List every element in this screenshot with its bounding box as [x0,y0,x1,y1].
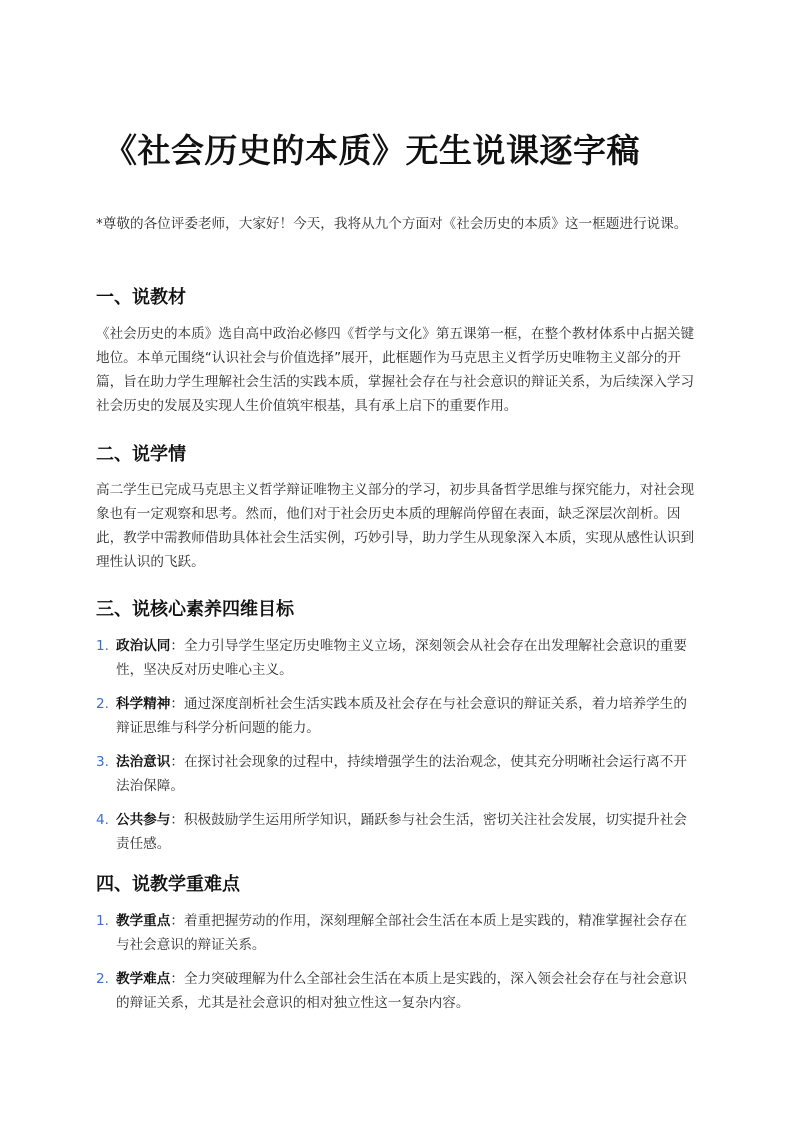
list-item [96,808,696,856]
section-heading-key-points: 四、说教学重难点 [96,874,240,895]
list-number: 1. [96,638,109,654]
list-item-label: 教学重点 [116,913,171,929]
section-heading-textbook: 一、说教材 [96,287,186,308]
list-item-label: 法治意识 [116,754,171,770]
list-number: 1. [96,913,109,929]
list-item-text: 通过深度剖析社会生活实践本质及社会存在与社会意识的辩证关系，着力培养学生的辩证思维与科学分析问题的能力。 [116,696,687,736]
list-item-text: 全力突破理解为什么全部社会生活在本质上是实践的，深入领会社会存在与社会意识的辩证关系，尤其是社会意识的相对独立性这一复杂内容。 [116,971,687,1011]
list-item-label: 政治认同 [116,638,171,654]
section-heading-objectives: 三、说核心素养四维目标 [96,599,294,620]
list-item [96,750,696,798]
list-item-text: 积极鼓励学生运用所学知识，踊跃参与社会生活，密切关注社会发展，切实提升社会责任感。 [116,812,687,852]
list-item-separator: ： [170,812,184,828]
section-heading-students: 二、说学情 [96,444,186,465]
list-item-separator: ： [170,638,184,654]
list-item [96,909,696,957]
list-number: 3. [96,754,109,770]
list-item [96,692,696,740]
section-body-textbook: 《社会历史的本质》选自高中政治必修四《哲学与文化》第五课第一框，在整个教材体系中占据关键地位。本单元围绕“认识社会与价值选择”展开，此框题作为马克思主义哲学历史唯物主义部分的开篇，旨在助力学生理解社会生活的实践本质，掌握社会存在与社会意识的辩证关系，为后续深入学习社会历史的发展及实现人生价值筑牢根基，具有承上启下的重要作用。 [96,326,695,414]
list-item [96,967,696,1015]
list-item-separator: ： [170,696,184,712]
list-item-label: 教学难点 [116,971,171,987]
list-item-label: 科学精神 [116,696,171,712]
list-item-label: 公共参与 [116,812,171,828]
list-item [96,634,696,682]
list-item-text: 在探讨社会现象的过程中，持续增强学生的法治观念，使其充分明晰社会运行离不开法治保障。 [116,754,687,794]
list-number: 2. [96,971,109,987]
list-item-separator: ： [170,913,184,929]
list-number: 2. [96,696,109,712]
document-title: 《社会历史的本质》无生说课逐字稿 [104,131,640,170]
list-item-text: 全力引导学生坚定历史唯物主义立场，深刻领会从社会存在出发理解社会意识的重要性，坚决反对历史唯心主义。 [116,638,687,678]
list-item-separator: ： [170,971,184,987]
list-number: 4. [96,812,109,828]
section-body-students: 高二学生已完成马克思主义哲学辩证唯物主义部分的学习，初步具备哲学思维与探究能力，对社会现象也有一定观察和思考。然而，他们对于社会历史本质的理解尚停留在表面，缺乏深层次剖析。因此，教学中需教师借助具体社会生活实例，巧妙引导，助力学生从现象深入本质，实现从感性认识到理性认识的飞跃。 [96,482,695,570]
list-item-text: 着重把握劳动的作用，深刻理解全部社会生活在本质上是实践的，精准掌握社会存在与社会意识的辩证关系。 [116,913,687,953]
objectives-list [96,634,696,856]
list-item-separator: ： [170,754,184,770]
key-points-list [96,909,696,1015]
intro-paragraph: *尊敬的各位评委老师，大家好！今天，我将从九个方面对《社会历史的本质》这一框题进行说课。 [96,216,688,232]
